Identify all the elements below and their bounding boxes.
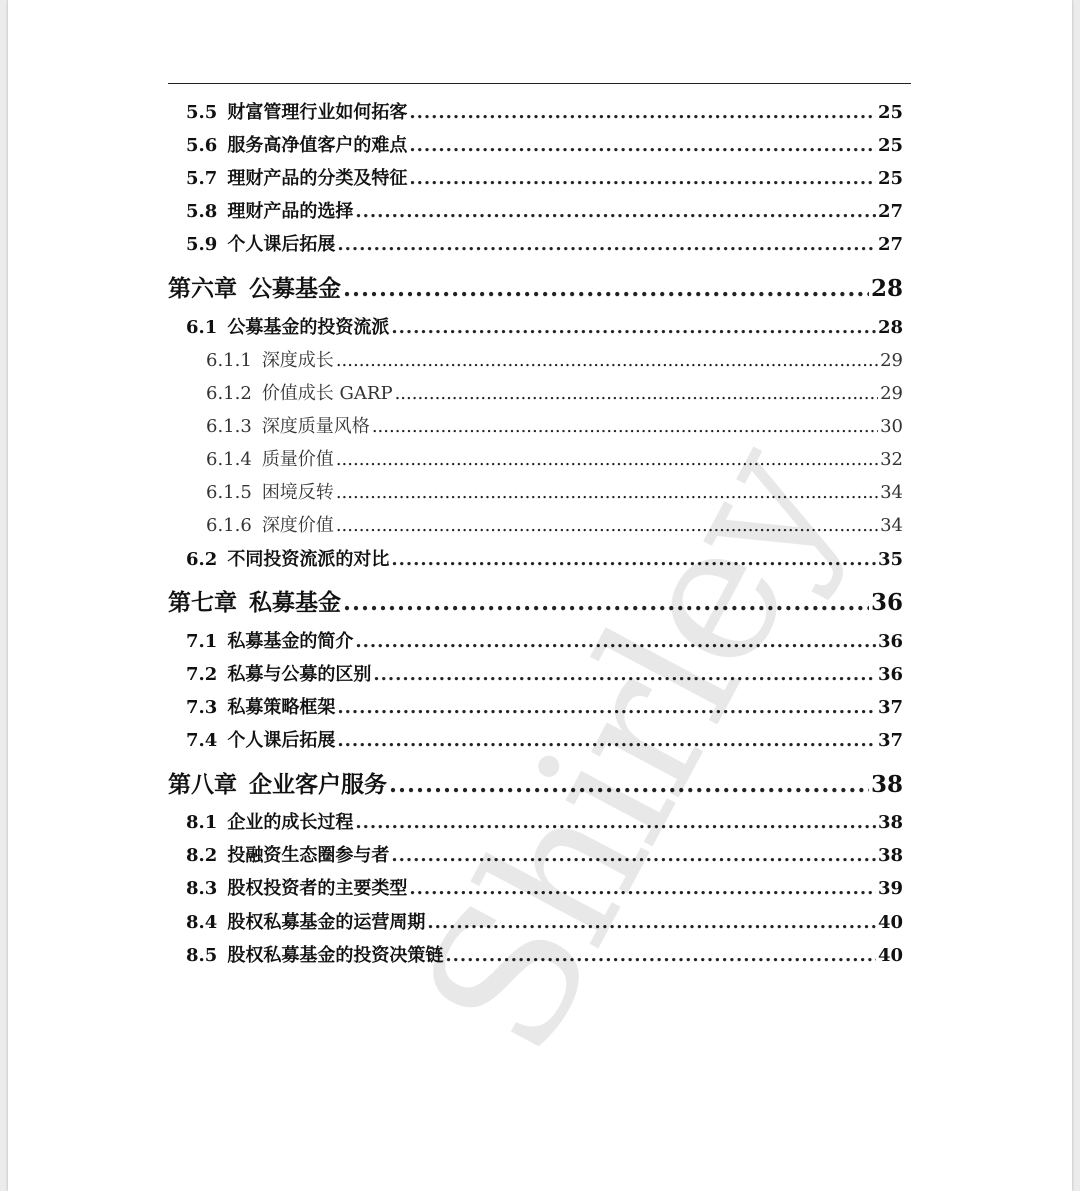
toc-entry-number: 6.1.4 — [206, 449, 252, 470]
toc-entry-number: 5.5 — [186, 102, 218, 123]
toc-entry[interactable] — [206, 445, 903, 471]
toc-dot-leader — [391, 845, 876, 866]
toc-dot-leader — [337, 730, 876, 751]
toc-entry-number: 5.9 — [186, 234, 218, 255]
toc-entry-title: 公募基金的投资流派 — [227, 317, 390, 338]
toc-entry-title: 股权私募基金的运营周期 — [227, 912, 426, 933]
toc-entry[interactable] — [186, 660, 903, 686]
toc-entry-number: 5.7 — [186, 168, 218, 189]
toc-entry-number: 7.3 — [186, 697, 218, 718]
toc-dot-leader — [355, 631, 876, 652]
toc-entry[interactable] — [186, 726, 903, 752]
toc-entry[interactable] — [186, 874, 903, 900]
toc-page-number: 25 — [877, 168, 903, 189]
toc-dot-leader — [409, 135, 876, 156]
toc-entry-number: 6.1 — [186, 317, 218, 338]
toc-entry-number: 6.1.3 — [206, 416, 252, 437]
toc-entry-title: 股权投资者的主要类型 — [227, 878, 408, 899]
toc-entry-number: 6.1.2 — [206, 383, 252, 404]
toc-entry[interactable] — [206, 379, 903, 405]
toc-dot-leader — [355, 201, 876, 222]
toc-dot-leader — [337, 234, 876, 255]
toc-entry-number: 8.3 — [186, 878, 218, 899]
document-page — [8, 0, 1072, 1191]
toc-dot-leader — [427, 912, 876, 933]
toc-dot-leader — [409, 168, 876, 189]
toc-entry[interactable] — [186, 841, 903, 867]
toc-page-number: 27 — [877, 234, 903, 255]
toc-page-number: 32 — [880, 449, 903, 470]
toc-page-number: 35 — [877, 549, 903, 570]
toc-entry[interactable] — [206, 478, 903, 504]
toc-dot-leader — [395, 383, 879, 404]
toc-entry-title: 私募策略框架 — [227, 697, 336, 718]
toc-entry[interactable] — [186, 908, 903, 934]
toc-entry-title: 价值成长 GARP — [261, 383, 393, 404]
toc-dot-leader — [373, 664, 876, 685]
toc-entry-title: 质量价值 — [261, 449, 334, 470]
toc-dot-leader — [337, 697, 876, 718]
toc-entry[interactable] — [186, 230, 903, 256]
toc-page-number: 30 — [880, 416, 903, 437]
toc-entry[interactable] — [186, 693, 903, 719]
toc-entry-number: 7.2 — [186, 664, 218, 685]
toc-entry-number: 6.1.5 — [206, 482, 252, 503]
toc-page-number: 38 — [877, 812, 903, 833]
toc-page-number: 28 — [870, 275, 903, 302]
toc-entry[interactable] — [168, 270, 903, 300]
toc-page-number: 37 — [877, 730, 903, 751]
toc-entry[interactable] — [186, 313, 903, 339]
toc-dot-leader — [445, 945, 876, 966]
toc-dot-leader — [355, 812, 876, 833]
toc-entry-title: 深度价值 — [261, 515, 334, 536]
toc-entry-title: 理财产品的选择 — [227, 201, 354, 222]
toc-page-number: 40 — [877, 945, 903, 966]
toc-entry-title: 不同投资流派的对比 — [227, 549, 390, 570]
toc-entry-number: 5.6 — [186, 135, 218, 156]
toc-entry-number: 8.5 — [186, 945, 218, 966]
toc-page-number: 40 — [877, 912, 903, 933]
toc-page-number: 38 — [877, 845, 903, 866]
toc-entry[interactable] — [186, 545, 903, 571]
toc-entry[interactable] — [186, 98, 903, 124]
toc-entry-title: 企业的成长过程 — [227, 812, 354, 833]
toc-page-number: 29 — [880, 383, 903, 404]
toc-page-number: 36 — [877, 664, 903, 685]
toc-entry[interactable] — [168, 584, 903, 614]
toc-entry[interactable] — [168, 766, 903, 796]
toc-page-number: 39 — [877, 878, 903, 899]
toc-entry-title: 个人课后拓展 — [227, 234, 336, 255]
toc-entry-title: 深度成长 — [261, 350, 334, 371]
toc-page-number: 36 — [877, 631, 903, 652]
toc-entry-title: 股权私募基金的投资决策链 — [227, 945, 444, 966]
toc-entry[interactable] — [186, 627, 903, 653]
toc-entry-title: 深度质量风格 — [261, 416, 370, 437]
toc-dot-leader — [336, 449, 878, 470]
toc-entry-number: 8.4 — [186, 912, 218, 933]
toc-entry-number: 7.4 — [186, 730, 218, 751]
toc-entry-title: 个人课后拓展 — [227, 730, 336, 751]
toc-dot-leader — [391, 317, 876, 338]
toc-dot-leader — [343, 275, 869, 302]
toc-entry[interactable] — [206, 511, 903, 537]
toc-entry-title: 私募与公募的区别 — [227, 664, 372, 685]
toc-entry-number: 5.8 — [186, 201, 218, 222]
toc-page-number: 29 — [880, 350, 903, 371]
toc-entry-number: 6.1.6 — [206, 515, 252, 536]
toc-entry-title: 理财产品的分类及特征 — [227, 168, 408, 189]
toc-dot-leader — [409, 102, 876, 123]
toc-page-number: 38 — [870, 771, 903, 798]
toc-entry-number: 8.1 — [186, 812, 218, 833]
toc-page-number: 25 — [877, 135, 903, 156]
toc-entry-number: 6.1.1 — [206, 350, 252, 371]
toc-entry-title: 财富管理行业如何拓客 — [227, 102, 408, 123]
toc-entry[interactable] — [186, 941, 903, 967]
toc-dot-leader — [336, 482, 878, 503]
toc-entry-title: 投融资生态圈参与者 — [227, 845, 390, 866]
toc-dot-leader — [336, 515, 878, 536]
toc-page-number: 28 — [877, 317, 903, 338]
toc-entry[interactable] — [186, 164, 903, 190]
toc-entry-title: 企业客户服务 — [249, 771, 387, 798]
toc-entry[interactable] — [186, 131, 903, 157]
toc-entry[interactable] — [206, 412, 903, 438]
toc-dot-leader — [389, 771, 869, 798]
toc-entry-number: 第八章 — [168, 771, 237, 798]
toc-page-number: 37 — [877, 697, 903, 718]
toc-page-number: 34 — [880, 515, 903, 536]
toc-entry-number: 7.1 — [186, 631, 218, 652]
toc-page-number: 27 — [877, 201, 903, 222]
toc-dot-leader — [336, 350, 878, 371]
toc-page-number: 25 — [877, 102, 903, 123]
toc-entry-title: 困境反转 — [261, 482, 334, 503]
toc-dot-leader — [343, 589, 869, 616]
toc-entry-title: 私募基金 — [249, 589, 341, 616]
toc-entry-number: 第七章 — [168, 589, 237, 616]
toc-page-number: 36 — [870, 589, 903, 616]
toc-dot-leader — [409, 878, 876, 899]
toc-entry-title: 公募基金 — [249, 275, 341, 302]
table-of-contents — [8, 0, 1072, 1191]
toc-entry[interactable] — [186, 808, 903, 834]
toc-entry[interactable] — [206, 346, 903, 372]
toc-entry[interactable] — [186, 197, 903, 223]
toc-entry-number: 6.2 — [186, 549, 218, 570]
toc-page-number: 34 — [880, 482, 903, 503]
toc-entry-title: 服务高净值客户的难点 — [227, 135, 408, 156]
toc-entry-number: 第六章 — [168, 275, 237, 302]
toc-dot-leader — [372, 416, 878, 437]
toc-dot-leader — [391, 549, 876, 570]
toc-entry-number: 8.2 — [186, 845, 218, 866]
toc-entry-title: 私募基金的简介 — [227, 631, 354, 652]
watermark: Shirley — [380, 414, 878, 1087]
